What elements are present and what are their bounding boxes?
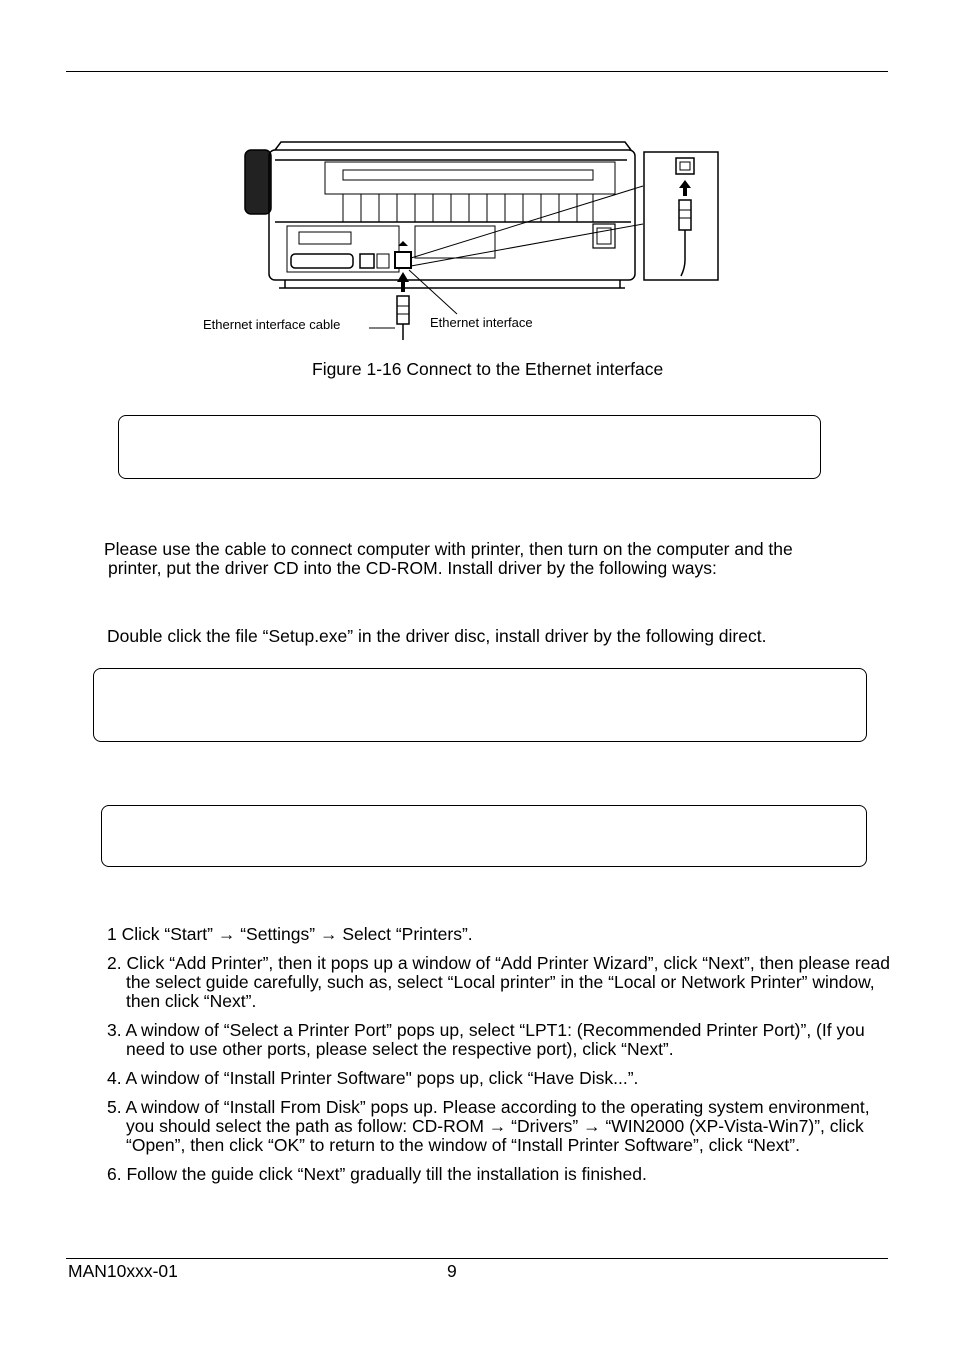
printer-rear-illustration bbox=[195, 140, 730, 340]
install-steps-list bbox=[107, 925, 897, 1194]
header-rule bbox=[66, 71, 888, 72]
figure-caption: Figure 1-16 Connect to the Ethernet interface bbox=[312, 359, 664, 379]
section-box bbox=[101, 805, 867, 867]
intro-paragraph bbox=[104, 540, 884, 578]
callout-ethernet-cable: Ethernet interface cable bbox=[203, 317, 341, 332]
install-step: 4. A window of “Install Printer Software" pops up, click “Have Disk...”. bbox=[107, 1068, 639, 1088]
install-step: 3. A window of “Select a Printer Port” pops up, select “LPT1: (Recommended Printer Port)”, (If you need to use other ports, please select the respective port), click “Next”. bbox=[107, 1020, 865, 1059]
callout-ethernet-interface: Ethernet interface bbox=[430, 315, 533, 330]
ethernet-port bbox=[395, 252, 411, 268]
install-step: 1 Click “Start” → “Settings” → Select “Printers”. bbox=[107, 924, 473, 944]
setup-instruction: Double click the file “Setup.exe” in the driver disc, install driver by the following direct. bbox=[107, 626, 767, 646]
footer-doc-id: MAN10xxx-01 bbox=[68, 1261, 178, 1281]
install-step: 2. Click “Add Printer”, then it pops up a window of “Add Printer Wizard”, click “Next”, then please read the select guide carefully, such as, select “Local printer” in the “Local or Network Printer” window, then click “Next”. bbox=[107, 953, 890, 1011]
install-step: 6. Follow the guide click “Next” gradually till the installation is finished. bbox=[107, 1164, 647, 1184]
usb-port bbox=[360, 254, 374, 268]
note-box bbox=[118, 415, 821, 479]
footer-page-number: 9 bbox=[447, 1261, 457, 1281]
platen-knob bbox=[245, 150, 271, 214]
install-step: 5. A window of “Install From Disk” pops up. Please according to the operating system environment, you should select the path as follow: CD-ROM → “Drivers” → “WIN2000 (XP-Vista-Win7)”, click “Open”, then click “OK” to return to the window of “Install Printer Software”, click “Next”. bbox=[107, 1097, 870, 1155]
intro-line-2: printer, put the driver CD into the CD-ROM. Install driver by the following ways: bbox=[108, 558, 717, 578]
inset-detail bbox=[644, 152, 718, 280]
section-box bbox=[93, 668, 867, 742]
ethernet-cable-plug bbox=[397, 296, 409, 324]
intro-line-1: Please use the cable to connect computer with printer, then turn on the computer and the bbox=[104, 539, 793, 559]
footer-rule bbox=[66, 1258, 888, 1259]
parallel-port bbox=[291, 254, 353, 268]
